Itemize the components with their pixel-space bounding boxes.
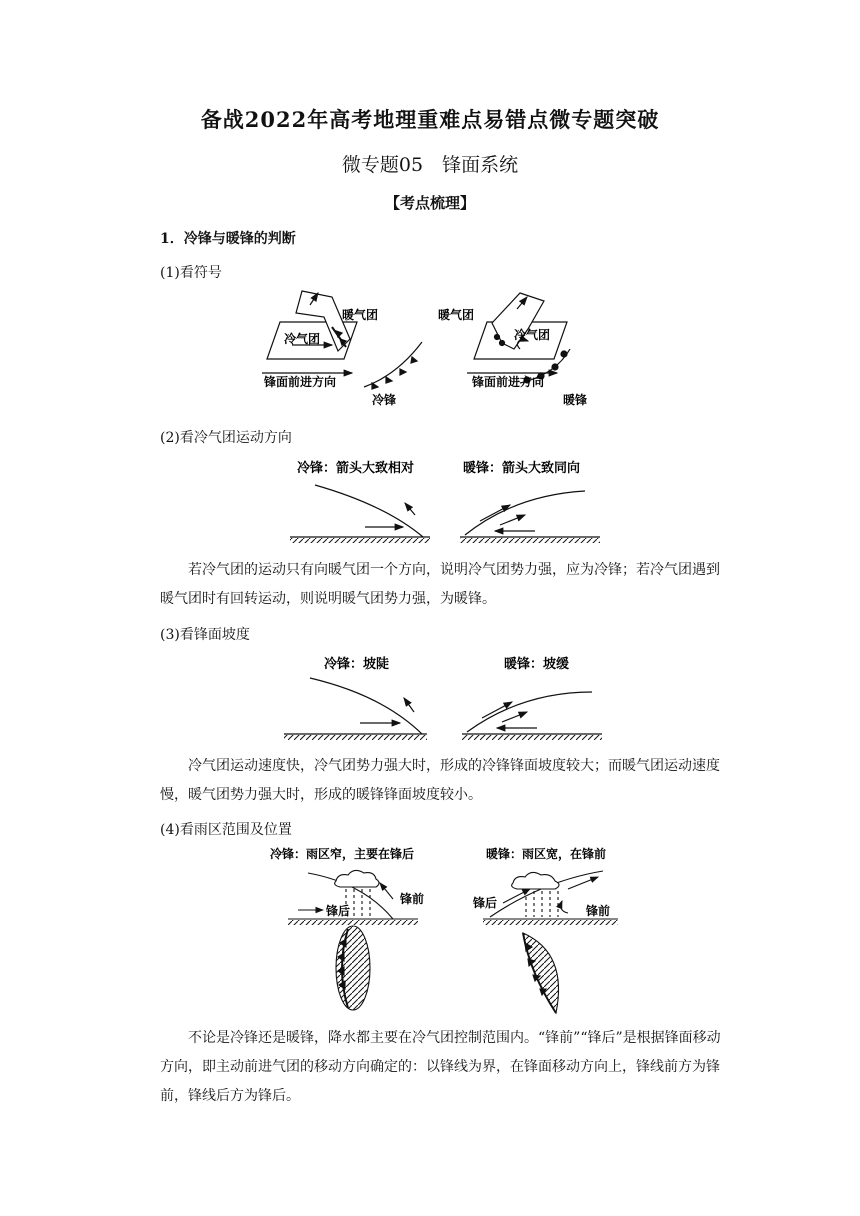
page-subtitle: 微专题05 锋面系统 (341, 154, 519, 176)
page-title: 备战2022年高考地理重难点易错点微专题突破 (200, 107, 660, 132)
label-direction-right: 锋面前进方向 (472, 375, 545, 389)
label-warm-rain: 暖锋：雨区宽，在锋前 (486, 847, 607, 861)
label-cold-slope: 冷锋：坡陡 (324, 657, 390, 672)
label-cold-air-right: 冷气团 (514, 328, 551, 342)
label-warm-ahead: 锋前 (586, 904, 611, 918)
label-warm-behind: 锋后 (473, 896, 498, 910)
paragraph-rain-explanation: 不论是冷锋还是暖锋，降水都主要在冷气团控制范围内。“锋前”“锋后”是根据锋面移动方向，即主动前进气团的移动方向确定的：以锋线为界，在锋面移动方向上，锋线前方为锋前，锋线后方为锋后。 (160, 1030, 721, 1104)
heading-cold-warm-front: 1．冷锋与暖锋的判断 (160, 231, 296, 247)
label-cold-rain: 冷锋：雨区窄，主要在锋后 (270, 847, 415, 861)
label-warm-air-right: 暖气团 (438, 308, 475, 322)
label-cold-behind: 锋后 (326, 904, 351, 918)
paragraph-slope-explanation: 冷气团运动速度快，冷气团势力强大时，形成的冷锋锋面坡度较大；而暖气团运动速度慢，暖气团势力强大时，形成的暖锋锋面坡度较小。 (160, 758, 720, 803)
paragraph-direction-explanation: 若冷气团的运动只有向暖气团一个方向，说明冷气团势力强，应为冷锋；若冷气团遇到暖气团时有回转运动，则说明暖气团势力强，为暖锋。 (160, 562, 720, 607)
subheading-slope: (3)看锋面坡度 (160, 627, 250, 643)
label-warm-air-left: 暖气团 (342, 308, 379, 322)
label-direction-left: 锋面前进方向 (264, 375, 337, 389)
subheading-cold-air-direction: (2)看冷气团运动方向 (160, 430, 292, 446)
cold-air-direction-figure (285, 455, 605, 550)
label-cold-arrows: 冷锋：箭头大致相对 (297, 461, 415, 476)
label-warm-front: 暖锋 (562, 393, 587, 407)
label-cold-front: 冷锋 (372, 393, 397, 407)
front-slope-figure (282, 650, 607, 745)
subheading-symbols: (1)看符号 (160, 265, 222, 281)
rain-area-figure (268, 843, 623, 1018)
label-cold-ahead: 锋前 (400, 892, 425, 906)
label-warm-arrows: 暖锋：箭头大致同向 (463, 461, 581, 476)
front-symbols-figure (262, 287, 592, 412)
section-heading: 【考点梳理】 (384, 194, 475, 212)
subheading-rain-area: (4)看雨区范围及位置 (160, 822, 292, 838)
label-cold-air-left: 冷气团 (284, 332, 321, 346)
label-warm-slope: 暖锋：坡缓 (504, 657, 570, 672)
